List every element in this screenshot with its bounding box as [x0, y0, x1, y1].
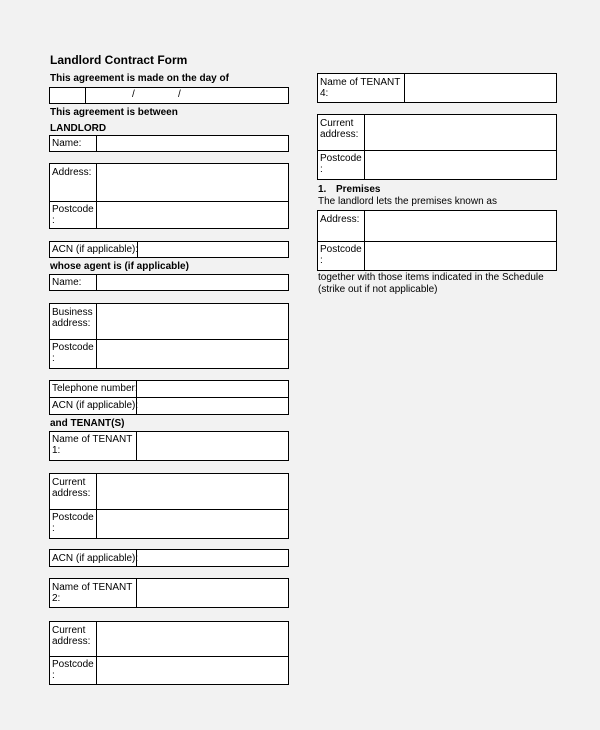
agent-name-label: Name: — [52, 277, 82, 288]
tenant1-address-block[interactable] — [49, 473, 289, 539]
agent-postcode-label: Postcode : — [52, 342, 94, 364]
premises-heading: Premises — [336, 184, 381, 195]
tenant4-name-label: Name of TENANT 4: — [320, 77, 401, 99]
landlord-address-label: Address: — [52, 167, 92, 178]
date-field[interactable] — [49, 87, 289, 104]
tenants-heading: and TENANT(S) — [50, 418, 125, 429]
tenant4-postcode-label: Postcode : — [320, 153, 362, 175]
tenant2-address-block[interactable] — [49, 621, 289, 685]
landlord-postcode-label: Postcode : — [52, 204, 94, 226]
date-separator-2: / — [178, 89, 181, 100]
landlord-name-field[interactable] — [49, 135, 289, 152]
schedule-text-line1: together with those items indicated in the Schedule — [318, 272, 544, 283]
landlord-heading: LANDLORD — [50, 123, 107, 134]
landlord-name-label: Name: — [52, 138, 82, 149]
landlord-address-block[interactable] — [49, 163, 289, 229]
tenant2-postcode-label: Postcode : — [52, 659, 94, 681]
agent-heading: whose agent is (if applicable) — [50, 261, 189, 272]
landlord-acn-field[interactable] — [49, 241, 289, 258]
tenant1-acn-label: ACN (if applicable): — [52, 553, 139, 564]
tenant1-name-label: Name of TENANT 1: — [52, 434, 133, 456]
premises-address-label: Address: — [320, 214, 360, 225]
tenant2-name-label: Name of TENANT 2: — [52, 582, 133, 604]
page-title: Landlord Contract Form — [50, 53, 188, 67]
agreement-between-text: This agreement is between — [50, 107, 178, 118]
landlord-acn-label: ACN (if applicable): — [52, 244, 139, 255]
tenant4-address-block[interactable] — [317, 114, 557, 180]
tenant2-name-field[interactable] — [49, 578, 289, 608]
tenant1-postcode-label: Postcode : — [52, 512, 94, 534]
agent-phone-acn-block[interactable] — [49, 380, 289, 415]
agent-name-field[interactable] — [49, 274, 289, 291]
premises-number: 1. — [318, 184, 327, 195]
tenant1-name-field[interactable] — [49, 431, 289, 461]
premises-address-block[interactable] — [317, 210, 557, 271]
agent-address-block[interactable] — [49, 303, 289, 369]
tenant1-acn-field[interactable] — [49, 549, 289, 567]
agent-acn-label: ACN (if applicable): — [52, 400, 139, 411]
agreement-made-text: This agreement is made on the day of — [50, 73, 229, 84]
tenant2-current-address-label: Current address: — [52, 625, 91, 647]
premises-intro-text: The landlord lets the premises known as — [318, 196, 497, 207]
agent-business-address-label: Business address: — [52, 307, 93, 329]
tenant4-current-address-label: Current address: — [320, 118, 359, 140]
date-separator-1: / — [132, 89, 135, 100]
schedule-text-line2: (strike out if not applicable) — [318, 284, 438, 295]
tenant1-current-address-label: Current address: — [52, 477, 91, 499]
tenant4-name-field[interactable] — [317, 73, 557, 103]
premises-postcode-label: Postcode : — [320, 244, 362, 266]
agent-telephone-label: Telephone number: — [52, 383, 138, 394]
